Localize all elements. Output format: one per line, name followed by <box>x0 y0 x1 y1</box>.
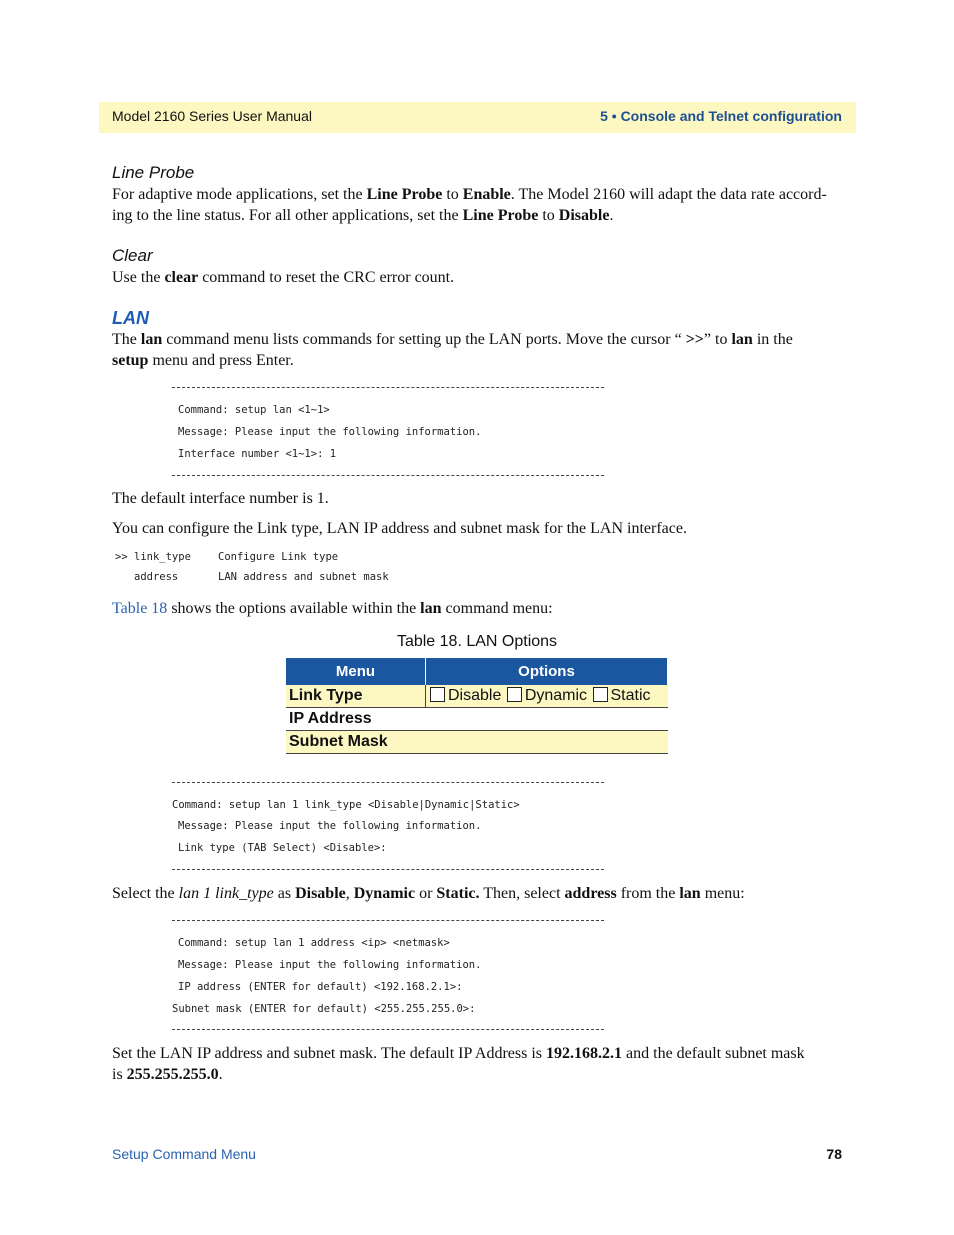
clear-paragraph: Use the clear command to reset the CRC error count. <box>112 269 455 286</box>
page-number: 78 <box>826 1146 842 1162</box>
line-probe-paragraph: For adaptive mode applications, set the Line Probe to Enable. The Model 2160 will adapt the data rate accord- ing to the line status. For all other applications, set the Line Probe to Disable. <box>112 186 827 224</box>
header-chapter-title: 5 • Console and Telnet configuration <box>600 108 842 124</box>
default-address-text: Set the LAN IP address and subnet mask. The default IP Address is 192.168.2.1 and the default subnet mask is 255.255.255.0. <box>112 1045 805 1083</box>
code-line: Message: Please input the following information. <box>178 820 482 832</box>
table-row <box>286 708 668 731</box>
code-line: Message: Please input the following information. <box>178 426 482 438</box>
table-18-link[interactable]: Table 18 <box>112 600 168 617</box>
code-line: Command: setup lan <1~1> <box>178 404 330 416</box>
option-label: Disable <box>448 687 502 704</box>
table-cell-menu: Link Type <box>286 685 426 708</box>
menu-list-command: address <box>134 571 179 583</box>
menu-list-command: link_type <box>134 551 191 563</box>
table-header-menu: Menu <box>286 658 426 685</box>
code-divider <box>172 782 604 783</box>
code-divider <box>172 1029 604 1030</box>
lan-heading: LAN <box>112 308 149 328</box>
checkbox-static[interactable] <box>593 687 608 702</box>
table-row <box>286 731 668 754</box>
code-divider <box>172 920 604 921</box>
header-manual-title: Model 2160 Series User Manual <box>112 108 312 124</box>
table-cell-options <box>426 708 668 731</box>
select-link-type-text: Select the lan 1 link_type as Disable, Dynamic or Static. Then, select address from the lan menu: <box>112 885 745 902</box>
table-caption: Table 18. LAN Options <box>396 633 558 650</box>
footer-section-title: Setup Command Menu <box>112 1146 256 1162</box>
lan-paragraph: The lan command menu lists commands for setting up the LAN ports. Move the cursor “ >>” to lan in the setup menu and press Enter. <box>112 331 793 369</box>
code-line: Message: Please input the following information. <box>178 959 482 971</box>
table-cell-menu: Subnet Mask <box>286 731 426 754</box>
code-line: Command: setup lan 1 address <ip> <netmask> <box>178 937 450 949</box>
configure-text: You can configure the Link type, LAN IP address and subnet mask for the LAN interface. <box>112 520 687 537</box>
code-line: Interface number <1~1>: 1 <box>178 448 337 460</box>
code-line: Subnet mask (ENTER for default) <255.255.255.0>: <box>172 1003 476 1015</box>
table-row <box>286 685 668 708</box>
option-label: Static <box>610 687 651 704</box>
lan-options-table <box>286 658 668 754</box>
checkbox-dynamic[interactable] <box>507 687 522 702</box>
line-probe-heading: Line Probe <box>112 163 195 182</box>
menu-list-description: Configure Link type <box>218 551 339 563</box>
menu-list-prefix: >> <box>115 551 128 563</box>
table-header-options: Options <box>426 658 668 685</box>
table-cell-options <box>426 731 668 754</box>
option-label: Dynamic <box>524 687 588 704</box>
code-line: Link type (TAB Select) <Disable>: <box>178 842 387 854</box>
checkbox-disable[interactable] <box>430 687 445 702</box>
code-divider <box>172 475 604 476</box>
default-interface-text: The default interface number is 1. <box>112 490 329 507</box>
table-cell-menu: IP Address <box>286 708 426 731</box>
code-line: Command: setup lan 1 link_type <Disable|Dynamic|Static> <box>172 799 520 811</box>
clear-heading: Clear <box>112 246 153 265</box>
menu-list-description: LAN address and subnet mask <box>218 571 389 583</box>
code-line: IP address (ENTER for default) <192.168.2.1>: <box>178 981 463 993</box>
code-divider <box>172 387 604 388</box>
code-divider <box>172 869 604 870</box>
table-reference-text: Table 18 shows the options available within the lan command menu: <box>112 600 553 617</box>
table-cell-options <box>426 685 668 708</box>
